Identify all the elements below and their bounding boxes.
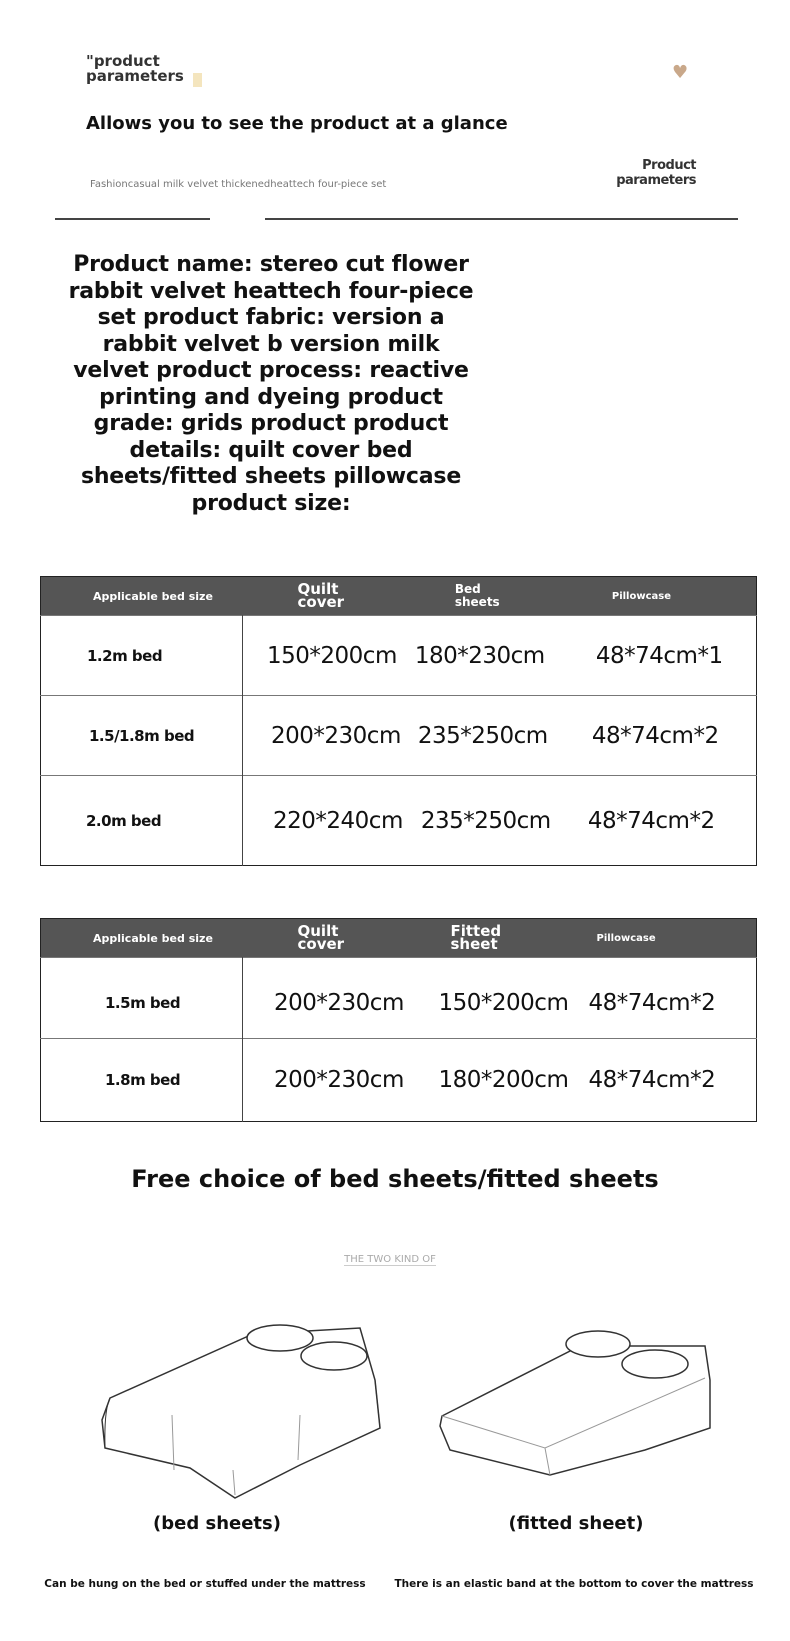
section-title: Free choice of bed sheets/fitted sheets (131, 1165, 659, 1193)
divider (55, 218, 210, 220)
table-header (41, 919, 757, 958)
table-row (41, 616, 757, 696)
table-row (41, 958, 757, 1039)
desc-bed-sheets: Can be hung on the bed or stuffed under the mattress (44, 1578, 366, 1590)
cell: 48*74cm*2 (568, 776, 757, 866)
cell: 48*74cm*2 (589, 958, 757, 1039)
size-table-bed-sheets (40, 576, 757, 866)
cell: 1.5/1.8m bed (41, 696, 243, 776)
table-row (41, 696, 757, 776)
label-line: parameters (86, 67, 184, 85)
table-row (41, 776, 757, 866)
label-line: Product (642, 158, 696, 173)
label-line: "product (86, 52, 160, 70)
cell: 180*230cm (403, 616, 568, 696)
col-header (243, 577, 403, 616)
product-description: Product name: stereo cut flower rabbit velvet heattech four-piece set product fabric: version a rabbit velvet b version milk velvet product process: reactive printing and dyeing product grade: grids product product details: quilt cover bed sheets/fitted sheets pillowcase product size: (68, 252, 474, 516)
cell: 150*200cm (439, 958, 589, 1039)
divider (265, 218, 738, 220)
cell: 48*74cm*2 (568, 696, 757, 776)
desc-fitted-sheet: There is an elastic band at the bottom to cover the mattress (394, 1578, 754, 1590)
caption-fitted-sheet: (fitted sheet) (508, 1513, 644, 1534)
kicker-text: THE TWO KIND OF (344, 1254, 436, 1265)
fitted-sheet-illustration (430, 1320, 730, 1500)
header-text: Quilt cover (297, 580, 345, 611)
cell: 200*230cm (243, 696, 403, 776)
col-header (403, 577, 568, 616)
right-label (600, 158, 696, 188)
cell: 1.5m bed (41, 958, 243, 1039)
col-header: Pillowcase (568, 577, 757, 616)
caption-bed-sheets: (bed sheets) (153, 1513, 281, 1534)
table-header (41, 577, 757, 616)
col-header (439, 919, 589, 958)
cell: 1.2m bed (41, 616, 243, 696)
table-row (41, 1039, 757, 1122)
heart-icon: ♥ (672, 62, 689, 83)
cell: 235*250cm (403, 776, 568, 866)
product-set-name: Fashioncasual milk velvet thickenedheattech four-piece set (90, 179, 387, 190)
col-header: Pillowcase (589, 919, 757, 958)
tape-decoration (193, 73, 202, 87)
subtitle: Allows you to see the product at a glance (86, 113, 508, 134)
cell: 48*74cm*1 (568, 616, 757, 696)
cell: 200*230cm (243, 1039, 439, 1122)
header-text: Fitted sheet (450, 922, 502, 953)
label-line: parameters (616, 173, 696, 188)
cell: 235*250cm (403, 696, 568, 776)
cell: 180*200cm (439, 1039, 589, 1122)
cell: 150*200cm (243, 616, 403, 696)
cell: 48*74cm*2 (589, 1039, 757, 1122)
col-header (243, 919, 439, 958)
header-text: Bed sheets (454, 582, 500, 609)
cell: 200*230cm (243, 958, 439, 1039)
size-table-fitted-sheets (40, 918, 757, 1122)
col-header: Applicable bed size (41, 577, 243, 616)
section-kicker (0, 1254, 780, 1265)
header-text: Quilt cover (297, 922, 345, 953)
cell: 220*240cm (243, 776, 403, 866)
section-label (86, 54, 184, 84)
cell: 2.0m bed (41, 776, 243, 866)
col-header: Applicable bed size (41, 919, 243, 958)
cell: 1.8m bed (41, 1039, 243, 1122)
bed-sheet-illustration (90, 1320, 400, 1500)
